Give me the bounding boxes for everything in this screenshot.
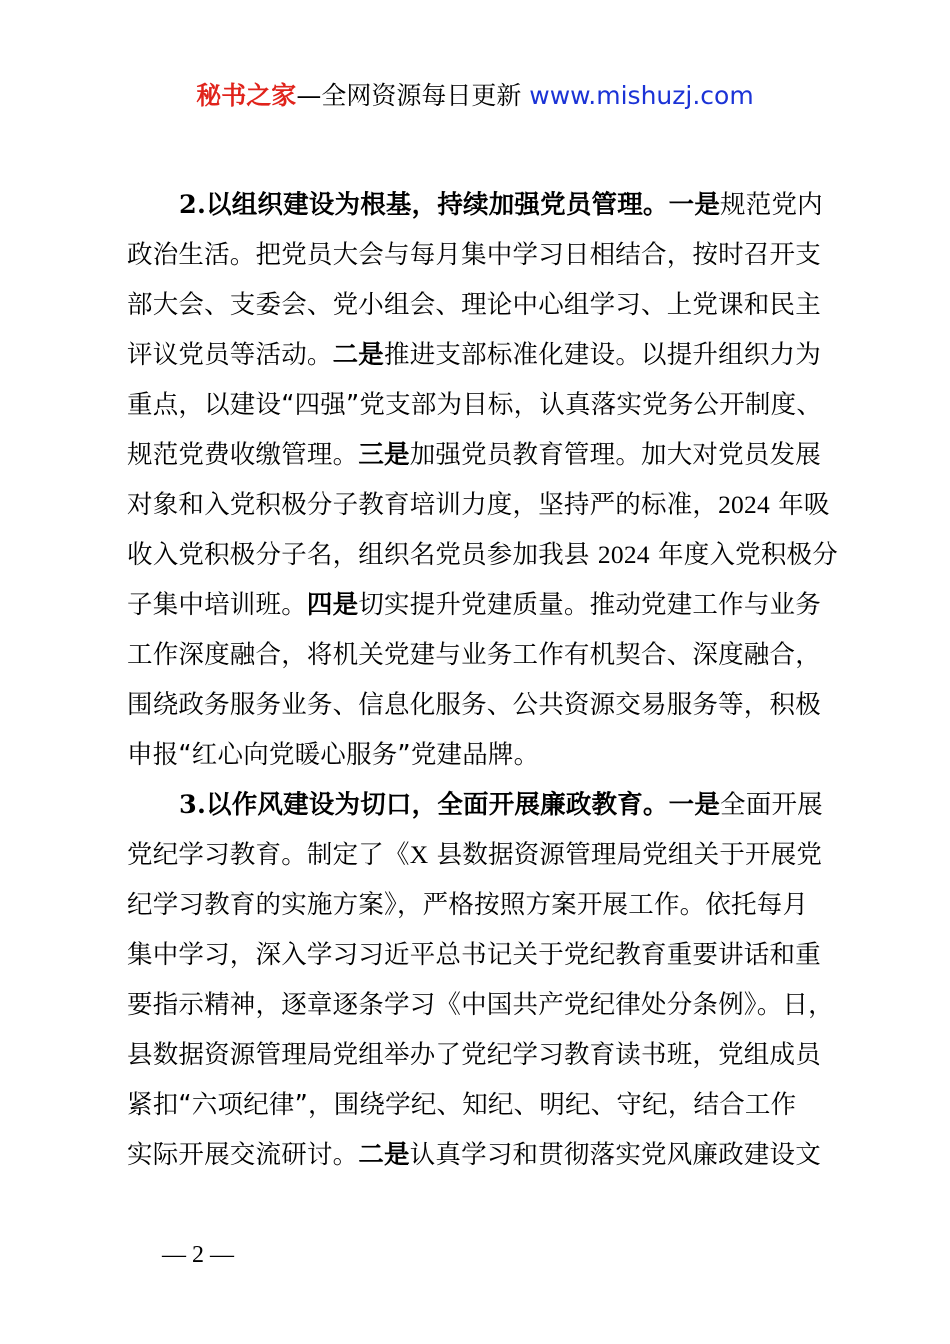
site-brand: 秘书之家 (196, 81, 297, 110)
text-line (127, 930, 832, 980)
text-segment: 收入党积极分子名，组织名党员参加我县 (127, 540, 598, 570)
site-header (0, 78, 950, 114)
text-line (127, 730, 832, 780)
text-segment: 规范党费收缴管理。 (127, 440, 359, 470)
text-line (127, 1130, 832, 1180)
text-segment: 重点，以建设“四强”党支部为目标，认真落实党务公开制度、 (127, 390, 823, 420)
page-number: — 2 — (162, 1242, 234, 1268)
text-segment: 2024 (718, 490, 770, 519)
text-segment: 集中学习，深入学习习近平总书记关于党纪教育重要讲话和重 (127, 940, 821, 970)
text-segment: 全面开展 (720, 790, 823, 820)
text-segment: 对象和入党积极分子教育培训力度，坚持严的标准， (127, 490, 719, 520)
text-line (127, 880, 832, 930)
text-line (127, 480, 832, 530)
text-line (127, 1030, 832, 1080)
bold-text: 一是 (668, 790, 721, 820)
text-segment: 申报“红心向党暖心服务”党建品牌。 (127, 740, 540, 770)
text-segment: 部大会、支委会、党小组会、理论中心组学习、上党课和民主 (127, 290, 821, 320)
section-number: 3. (179, 790, 207, 820)
section-number: 2. (179, 190, 207, 220)
text-line (127, 1080, 832, 1130)
text-segment: 工作深度融合，将机关党建与业务工作有机契合、深度融合， (127, 640, 821, 670)
text-segment: 政治生活。把党员大会与每月集中学习日相结合，按时召开支 (127, 240, 821, 270)
text-segment: 实际开展交流研讨。 (127, 1140, 359, 1170)
text-line (127, 630, 832, 680)
bold-text: 以组织建设为根基，持续加强党员管理。 (206, 190, 669, 220)
text-segment: 推进支部标准化建设。以提升组织力为 (384, 340, 821, 370)
text-segment: 纪学习教育的实施方案》，严格按照方案开展工作。依托每月 (127, 890, 809, 920)
text-segment: 子集中培训班。 (127, 590, 307, 620)
text-line (127, 430, 832, 480)
text-segment: 评议党员等活动。 (127, 340, 333, 370)
bold-text: 二是 (332, 340, 385, 370)
text-line (127, 230, 832, 280)
bold-text: 二是 (358, 1140, 410, 1170)
bold-text: 以作风建设为切口，全面开展廉政教育。 (206, 790, 669, 820)
text-segment: 县数据资源管理局党组举办了党纪学习教育读书班，党组成员 (127, 1040, 821, 1070)
site-tagline: —全网资源每日更新 (296, 81, 530, 110)
text-segment: 紧扣“六项纪律”，围绕学纪、知纪、明纪、守纪，结合工作 (127, 1090, 797, 1120)
paragraph-first-line (127, 780, 832, 830)
bold-text: 三是 (358, 440, 410, 470)
text-segment: 切实提升党建质量。推动党建工作与业务 (358, 590, 821, 620)
text-line (127, 830, 832, 880)
text-line (127, 280, 832, 330)
text-segment: 年吸 (769, 490, 830, 520)
text-segment: 县数据资源管理局党组关于开展党 (428, 840, 823, 870)
text-segment: 党纪学习教育。制定了《 (127, 840, 410, 870)
text-line (127, 330, 832, 380)
text-segment: 年度入党积极分 (649, 540, 838, 570)
text-segment: 规范党内 (720, 190, 823, 220)
text-segment: 要指示精神，逐章逐条学习《中国共产党纪律处分条例》。日， (127, 990, 834, 1020)
text-segment: 2024 (597, 540, 650, 569)
site-url-link[interactable]: www.mishuzj.com (529, 81, 754, 110)
document-body (127, 180, 838, 1180)
paragraph-first-line (127, 180, 832, 230)
text-segment: X (409, 840, 429, 869)
text-line (127, 530, 838, 580)
bold-text: 四是 (306, 590, 359, 620)
text-line (127, 680, 832, 730)
text-segment: 围绕政务服务业务、信息化服务、公共资源交易服务等，积极 (127, 690, 821, 720)
bold-text: 一是 (668, 190, 721, 220)
text-line (127, 980, 832, 1030)
text-segment: 加强党员教育管理。加大对党员发展 (409, 440, 821, 470)
text-segment: 认真学习和贯彻落实党风廉政建设文 (409, 1140, 821, 1170)
text-line (127, 580, 832, 630)
text-line (127, 380, 832, 430)
